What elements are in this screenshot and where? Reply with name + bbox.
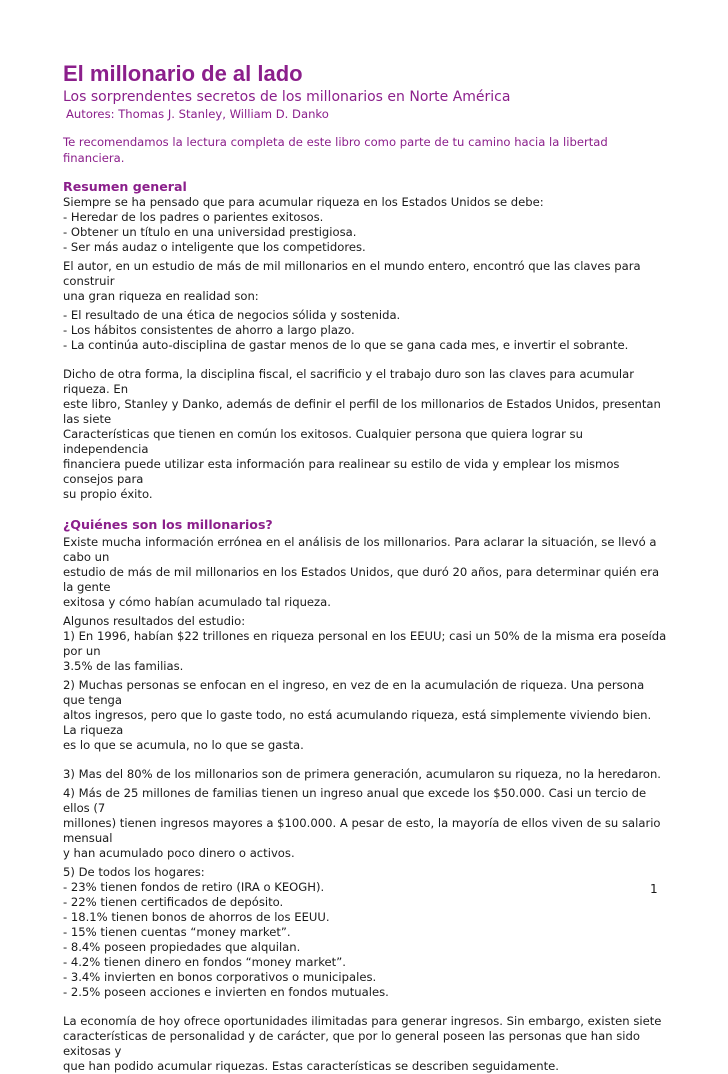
section-heading-millonarios: ¿Quiénes son los millonarios? (63, 517, 273, 532)
text-line: y han acumulado poco dinero o activos. (63, 846, 295, 860)
text-line: 3) Mas del 80% de los millonarios son de primera generación, acumularon su riqueza, no la heredaron. (63, 767, 661, 781)
text-line: altos ingresos, pero que lo gaste todo, no está acumulando riqueza, está simplemente viviendo bien. La riqueza (63, 708, 652, 737)
text-line: Dicho de otra forma, la disciplina fiscal, el sacrificio y el trabajo duro son las claves para acumular riqueza. En (63, 367, 635, 396)
text-line: - 18.1% tienen bonos de ahorros de los EEUU. (63, 910, 330, 924)
text-line: - Heredar de los padres o parientes exitosos. (63, 210, 324, 224)
text-line: 2) Muchas personas se enfocan en el ingreso, en vez de en la acumulación de riqueza. Una persona que tenga (63, 678, 645, 707)
text-line: es lo que se acumula, no lo que se gasta. (63, 738, 304, 752)
text-line: - Obtener un título en una universidad prestigiosa. (63, 225, 357, 239)
text-line: - La continúa auto-disciplina de gastar menos de lo que se gana cada mes, e invertir el sobrante. (63, 338, 629, 352)
text-line: que han podido acumular riquezas. Estas características se describen seguidamente. (63, 1059, 559, 1073)
text-line: su propio éxito. (63, 487, 153, 501)
text-line: - 4.2% tienen dinero en fondos “money market”. (63, 955, 346, 969)
text-line: financiera puede utilizar esta información para realinear su estilo de vida y emplear los mismos consejos para (63, 457, 620, 486)
text-line: Algunos resultados del estudio: (63, 614, 246, 628)
text-line: - 2.5% poseen acciones e invierten en fondos mutuales. (63, 985, 389, 999)
text-line: Existe mucha información errónea en el análisis de los millonarios. Para aclarar la situación, se llevó a cabo un (63, 535, 657, 564)
text-line: 1) En 1996, habían $22 trillones en riqueza personal en los EEUU; casi un 50% de la misma era poseída por un (63, 629, 667, 658)
text-line: - 8.4% poseen propiedades que alquilan. (63, 940, 301, 954)
page-number: 1 (650, 882, 658, 896)
text-line: características de personalidad y de carácter, que por lo general poseen las personas que han sido exitosas y (63, 1029, 640, 1058)
text-line: El autor, en un estudio de más de mil millonarios en el mundo entero, encontró que las claves para construir (63, 259, 641, 288)
text-line: Características que tienen en común los exitosos. Cualquier persona que quiera lograr su independencia (63, 427, 583, 456)
study-result-1 (63, 614, 667, 674)
recommendation-line: Te recomendamos la lectura completa de este libro como parte de tu camino hacia la libertad financiera. (63, 135, 608, 165)
authors-line: Autores: Thomas J. Stanley, William D. Danko (66, 107, 329, 121)
summary-paragraph (63, 367, 667, 502)
closing-paragraph (63, 1014, 667, 1074)
section-heading-resumen: Resumen general (63, 179, 187, 194)
intro-paragraph (63, 195, 667, 255)
text-line: - El resultado de una ética de negocios sólida y sostenida. (63, 308, 401, 322)
study-result-5 (63, 865, 667, 1000)
text-line: - 22% tienen certificados de depósito. (63, 895, 284, 909)
document-title: El millonario de al lado (63, 61, 303, 86)
text-line: - Ser más audaz o inteligente que los competidores. (63, 240, 366, 254)
text-line: - 3.4% invierten en bonos corporativos o municipales. (63, 970, 377, 984)
text-line: - 15% tienen cuentas “money market”. (63, 925, 291, 939)
document-subtitle: Los sorprendentes secretos de los millonarios en Norte América (63, 89, 511, 105)
text-line: exitosa y cómo habían acumulado tal riqueza. (63, 595, 331, 609)
text-line: una gran riqueza en realidad son: (63, 289, 259, 303)
text-line: Siempre se ha pensado que para acumular riqueza en los Estados Unidos se debe: (63, 195, 544, 209)
study-result-2 (63, 678, 667, 753)
text-line: este libro, Stanley y Danko, además de definir el perfil de los millonarios de Estados Unidos, presentan las siete (63, 397, 661, 426)
text-line: millones) tienen ingresos mayores a $100.000. A pesar de esto, la mayoría de ellos viven de su salario mensual (63, 816, 661, 845)
keys-list (63, 308, 667, 353)
text-line: - 23% tienen fondos de retiro (IRA o KEOGH). (63, 880, 325, 894)
text-line: 4) Más de 25 millones de familias tienen un ingreso anual que excede los $50.000. Casi un tercio de ellos (7 (63, 786, 647, 815)
misinformation-paragraph (63, 535, 667, 610)
text-line: La economía de hoy ofrece oportunidades ilimitadas para generar ingresos. Sin embargo, existen siete (63, 1014, 662, 1028)
text-line: - Los hábitos consistentes de ahorro a largo plazo. (63, 323, 355, 337)
study-result-4 (63, 786, 667, 861)
authors-finding-paragraph (63, 259, 667, 304)
text-line: estudio de más de mil millonarios en los Estados Unidos, que duró 20 años, para determinar quién era la gente (63, 565, 660, 594)
text-line: 3.5% de las familias. (63, 659, 184, 673)
text-line: 5) De todos los hogares: (63, 865, 205, 879)
study-result-3 (63, 767, 667, 782)
document-page (63, 60, 667, 1074)
